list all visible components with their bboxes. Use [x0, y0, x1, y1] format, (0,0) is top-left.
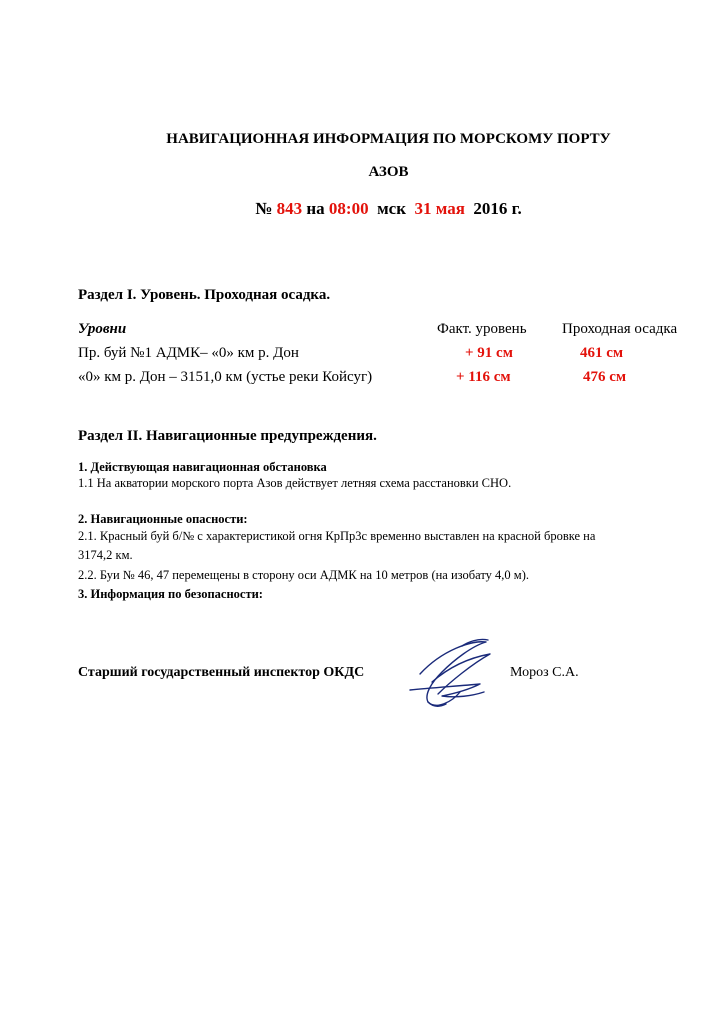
- title-line-1: НАВИГАЦИОННАЯ ИНФОРМАЦИЯ ПО МОРСКОМУ ПОРТУ: [166, 131, 611, 147]
- signatory-position: Старший государственный инспектор ОКДС: [78, 665, 365, 680]
- title-line-2: АЗОВ: [368, 164, 409, 180]
- subsection2-item1-line1: 2.1. Красный буй б/№ с характеристикой огня КрПр3с временно выставлен на красной бровке на: [78, 529, 596, 543]
- row2-level: + 116 см: [456, 369, 511, 385]
- subsection2-item1-line2: 3174,2 км.: [78, 548, 133, 562]
- number-prefix: №: [255, 199, 273, 218]
- row1-name: Пр. буй №1 АДМК– «0» км р. Дон: [78, 345, 299, 361]
- col-header-level: Факт. уровень: [437, 321, 527, 337]
- row1-level: + 91 см: [465, 345, 513, 361]
- issue-line: [26, 199, 725, 219]
- subsection3-heading: 3. Информация по безопасности:: [78, 587, 263, 601]
- on-word: на: [306, 199, 325, 218]
- issue-number: 843: [276, 199, 303, 218]
- subsection2-heading: 2. Навигационные опасности:: [78, 512, 248, 526]
- subsection2-item2: 2.2. Буи № 46, 47 перемещены в сторону оси АДМК на 10 метров (на изобату 4,0 м).: [78, 568, 529, 582]
- section1-heading: Раздел I. Уровень. Проходная осадка.: [78, 287, 331, 303]
- section2-heading: Раздел II. Навигационные предупреждения.: [78, 428, 377, 444]
- col-header-draft: Проходная осадка: [562, 321, 678, 337]
- issue-time: 08:00: [328, 199, 369, 218]
- subsection1-text: 1.1 На акватории морского порта Азов действует летняя схема расстановки СНО.: [78, 476, 512, 490]
- row2-draft: 476 см: [583, 369, 627, 385]
- subsection1-heading: 1. Действующая навигационная обстановка: [78, 460, 327, 474]
- row1-draft: 461 см: [580, 345, 624, 361]
- col-header-name: Уровни: [78, 321, 127, 337]
- signatory-name: Мороз С.А.: [510, 665, 579, 680]
- timezone: мск: [377, 199, 406, 218]
- row2-name: «0» км р. Дон – 3151,0 км (устье реки Койсуг): [78, 369, 373, 385]
- issue-year: 2016 г.: [473, 199, 522, 218]
- handwritten-signature: [402, 632, 512, 716]
- issue-date: 31 мая: [414, 199, 465, 218]
